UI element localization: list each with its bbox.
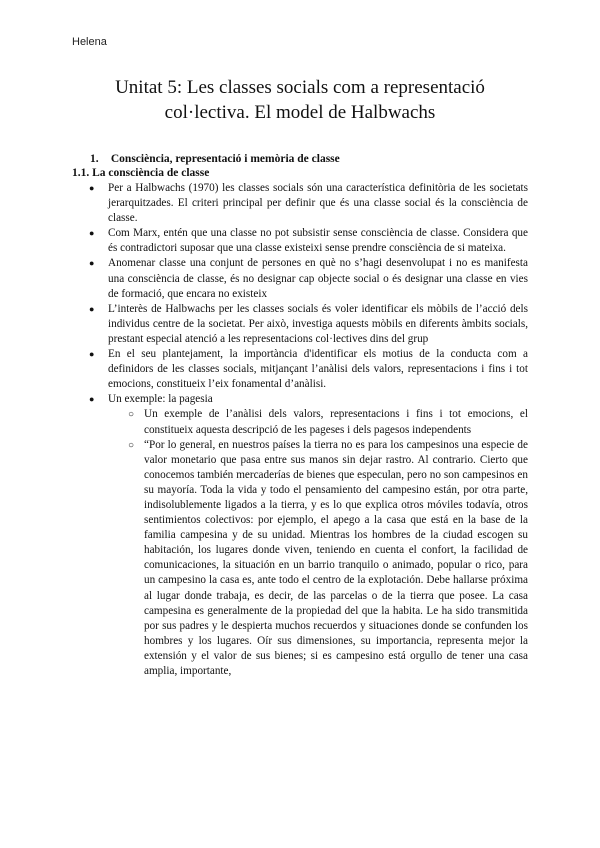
sub-list-item <box>128 438 528 680</box>
page-title <box>80 75 520 125</box>
list-item <box>89 392 528 679</box>
author-name: Helena <box>72 36 107 48</box>
sub-list-item-text: Un exemple de l’anàlisi dels valors, representacions i fins i tot emocions, el constitueix aquesta descripció de les pageses i dels pagesos independents <box>144 408 528 436</box>
list-item <box>89 256 528 301</box>
list-item-text: Un exemple: la pagesia <box>108 393 213 406</box>
list-item-text: Anomenar classe una conjunt de persones en què no s’hagi desenvolupat i no es manifesta una consciència de classe, és no designar cap objecte social o és designar una classe en vies de formació, que encara no existeix <box>108 257 528 300</box>
title-line-2: col·lectiva. El model de Halbwachs <box>164 102 436 123</box>
bullet-icon: ● <box>89 394 95 405</box>
subsection-heading: 1.1. La consciència de classe <box>72 167 210 179</box>
section-heading <box>90 153 340 165</box>
bullet-icon: ● <box>89 258 95 269</box>
bullet-icon: ● <box>89 349 95 360</box>
list-item-text: En el seu plantejament, la importància d'identificar els motius de la conducta com a definidors de les classes socials, mitjançant l’anàlisi dels valors, representacions i fins i tot emocions, constitueix l’eix fonamental d’anàlisi. <box>108 348 528 391</box>
sub-list-item <box>128 407 528 437</box>
title-line-1: Unitat 5: Les classes socials com a representació <box>115 77 485 98</box>
list-item <box>89 226 528 256</box>
section-number: 1. <box>90 153 99 165</box>
sub-bullet-list <box>108 407 528 679</box>
section-title: Consciència, representació i memòria de classe <box>110 153 340 165</box>
list-item-text: L’interès de Halbwachs per les classes socials és voler identificar els mòbils de l’acció dels individus centre de la societat. Per això, investiga aquests mòbils en diferents àmbits socials, prestant especial atenció a les representacions col·lectives dins del grup <box>108 302 528 345</box>
list-item <box>89 347 528 392</box>
list-item <box>89 181 528 226</box>
list-item <box>89 302 528 347</box>
list-item-text: Per a Halbwachs (1970) les classes socials són una característica definitòria de les societats jerarquitzades. El criteri principal per definir que és una classe social és la consciència de classe. <box>108 182 528 225</box>
quote-text: “Por lo general, en nuestros países la tierra no es para los campesinos una especie de valor monetario que pasa entre sus manos sin dejar rastro. Al contrario. Cierto que conocemos también mercaderías de bienes que especulan, pero no son campesinos en su mayoría. Toda la vida y todo el pensamiento del campesino están, por otra parte, indisolublemente ligados a la tierra, y es lo que explica otros móviles todavía, otros sentimientos colectivos: por ejemplo, el apego a la casa que está en la base de la familia campesina y de su unidad. Mientras los hombres de la ciudad escogen su habitación, los lugares donde viven, teniendo en cuenta el confort, la facilidad de comunicaciones, la situación en un barrio tranquilo o animado, popular o rico, para un campesino la casa es, ante todo el centro de la explotación. Debe hallarse próxima al lugar donde trabaja, es decir, de las parcelas o de la tierra que posee. La casa campesina es generalmente de la propiedad del que la habita. Le ha sido transmitida por sus padres y le despierta muchos recuerdos y situaciones donde se confunden los hombres y los lugares. Oír sus dimensiones, su importancia, representa mejor la extensión y el valor de sus bienes; si es campesino está orgullo de tener una casa amplia, importante, <box>144 438 528 677</box>
circle-bullet-icon: ○ <box>128 409 135 421</box>
bullet-icon: ● <box>89 303 95 314</box>
circle-bullet-icon: ○ <box>128 439 135 451</box>
bullet-icon: ● <box>89 183 95 193</box>
bullet-list <box>89 181 528 679</box>
list-item-text: Com Marx, entén que una classe no pot subsistir sense consciència de classe. Considera que és contradictori suposar que una classe existeixi sense prendre consciència de si mateixa. <box>108 227 528 255</box>
bullet-icon: ● <box>89 228 95 239</box>
